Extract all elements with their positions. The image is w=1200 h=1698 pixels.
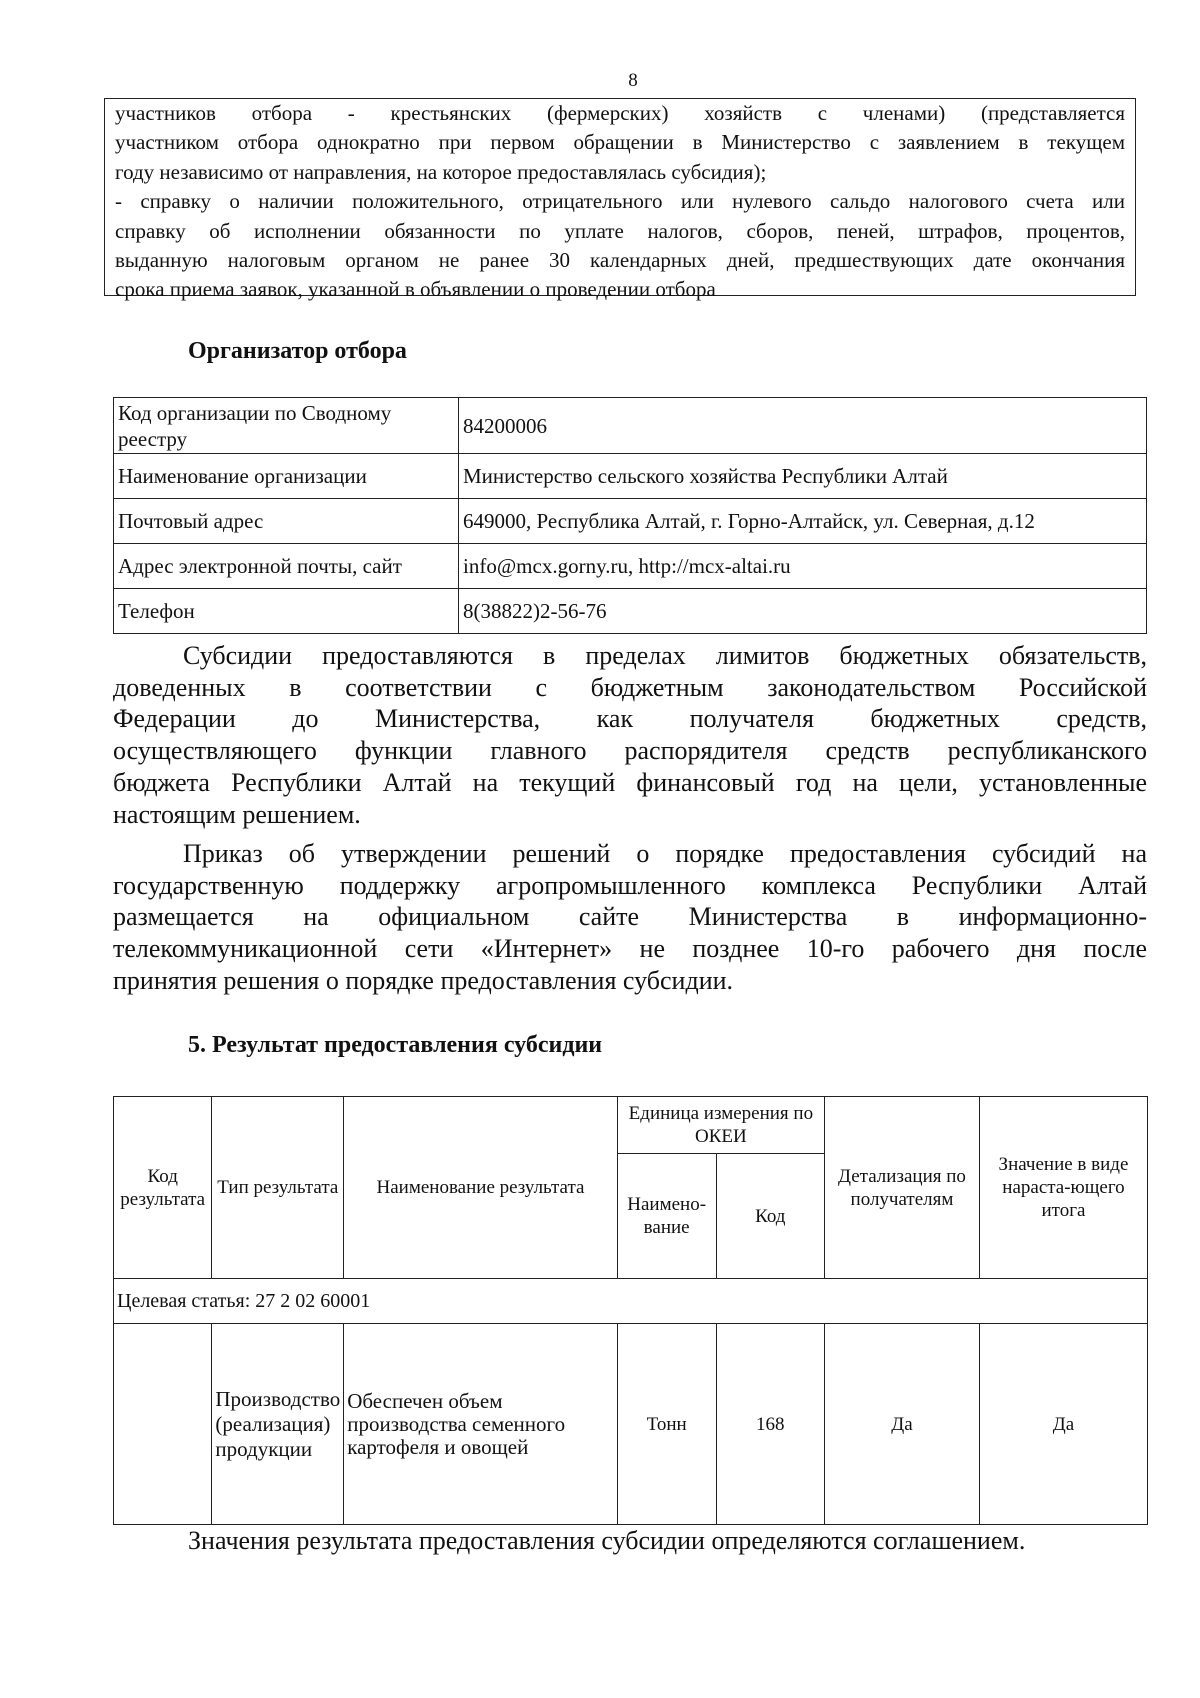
box-line: участников отбора - крестьянских (фермерских) хозяйств с членами) (представляется bbox=[115, 101, 1125, 125]
header-name: Наименование результата bbox=[344, 1097, 618, 1279]
table-row bbox=[114, 544, 1147, 589]
cell-unit-name: Тонн bbox=[617, 1324, 716, 1525]
cell-cumulative: Да bbox=[979, 1324, 1147, 1525]
header-detail: Детализация по получателям bbox=[825, 1097, 980, 1279]
result-heading: 5. Результат предоставления субсидии bbox=[188, 1032, 603, 1058]
table-row bbox=[114, 398, 1147, 454]
org-key: Почтовый адрес bbox=[114, 499, 459, 544]
section-row bbox=[114, 1279, 1148, 1324]
header-unit-code: Код bbox=[716, 1154, 824, 1279]
table-row bbox=[114, 499, 1147, 544]
paragraph-line: настоящим решением. bbox=[113, 799, 361, 829]
table-header-row bbox=[114, 1097, 1148, 1154]
section-label: Целевая статья: 27 2 02 60001 bbox=[114, 1279, 1148, 1324]
org-value: 84200006 bbox=[459, 398, 1147, 454]
organizer-heading: Организатор отбора bbox=[188, 338, 407, 364]
continuation-box bbox=[104, 98, 1136, 302]
org-value: 8(38822)2-56-76 bbox=[459, 589, 1147, 634]
header-type: Тип результата bbox=[212, 1097, 344, 1279]
org-value: 649000, Республика Алтай, г. Горно-Алтайск, ул. Северная, д.12 bbox=[459, 499, 1147, 544]
table-row bbox=[114, 589, 1147, 634]
paragraph-line: принятия решения о порядке предоставления субсидии. bbox=[113, 965, 734, 995]
box-line: - справку о наличии положительного, отрицательного или нулевого сальдо налогового счета или bbox=[115, 189, 1125, 214]
table-row bbox=[114, 454, 1147, 499]
header-unit-group: Единица измерения по ОКЕИ bbox=[617, 1097, 824, 1154]
box-line: году независимо от направления, на которое предоставлялась субсидия); bbox=[115, 159, 767, 184]
cell-unit-code: 168 bbox=[716, 1324, 824, 1525]
paragraph-line: телекоммуникационной сети «Интернет» не позднее 10-го рабочего дня после bbox=[113, 934, 1147, 964]
paragraph-line: доведенных в соответствии с бюджетным законодательством Российской bbox=[113, 672, 1147, 702]
box-line: выданную налоговым органом не ранее 30 календарных дней, предшествующих дате окончания bbox=[115, 248, 1125, 273]
org-value: info@mcx.gorny.ru, http://mcx-altai.ru bbox=[459, 544, 1147, 589]
paragraph-line: государственную поддержку агропромышленного комплекса Республики Алтай bbox=[113, 870, 1147, 900]
closing-text: Значения результата предоставления субсидии определяются соглашением. bbox=[188, 1526, 1026, 1555]
cell-code bbox=[114, 1324, 212, 1525]
paragraph-line: Федерации до Министерства, как получателя бюджетных средств, bbox=[113, 704, 1147, 734]
box-line: участником отбора однократно при первом обращении в Министерство с заявлением в текущем bbox=[115, 130, 1125, 155]
header-code: Код результата bbox=[114, 1097, 212, 1279]
header-cumulative: Значение в виде нараста-ющего итога bbox=[979, 1097, 1147, 1279]
org-key: Телефон bbox=[114, 589, 459, 634]
cell-detail: Да bbox=[825, 1324, 980, 1525]
result-table bbox=[113, 1096, 1148, 1525]
org-key: Наименование организации bbox=[114, 454, 459, 499]
cell-name: Обеспечен объем производства семенного картофеля и овощей bbox=[344, 1324, 618, 1525]
cell-type: Производство (реализация) продукции bbox=[212, 1324, 344, 1525]
box-line: справку об исполнении обязанности по уплате налогов, сборов, пеней, штрафов, процентов, bbox=[115, 218, 1125, 243]
org-key: Адрес электронной почты, сайт bbox=[114, 544, 459, 589]
organizer-table bbox=[113, 397, 1147, 634]
paragraph-line: Приказ об утверждении решений о порядке предоставления субсидий на bbox=[183, 839, 1147, 868]
paragraph-line: размещается на официальном сайте Министерства в информационно- bbox=[113, 902, 1147, 932]
table-row bbox=[114, 1324, 1148, 1525]
limits-paragraph bbox=[113, 640, 1147, 830]
org-key: Код организации по Сводному реестру bbox=[114, 398, 459, 454]
org-value: Министерство сельского хозяйства Республики Алтай bbox=[459, 454, 1147, 499]
page-number: 8 bbox=[628, 70, 638, 91]
paragraph-line: бюджета Республики Алтай на текущий финансовый год на цели, установленные bbox=[113, 767, 1147, 797]
order-paragraph bbox=[113, 838, 1147, 997]
paragraph-line: Субсидии предоставляются в пределах лимитов бюджетных обязательств, bbox=[183, 641, 1147, 670]
paragraph-line: осуществляющего функции главного распорядителя средств республиканского bbox=[113, 736, 1147, 766]
header-unit-name: Наимено-вание bbox=[617, 1154, 716, 1279]
box-line: срока приема заявок, указанной в объявлении о проведении отбора bbox=[115, 277, 716, 302]
